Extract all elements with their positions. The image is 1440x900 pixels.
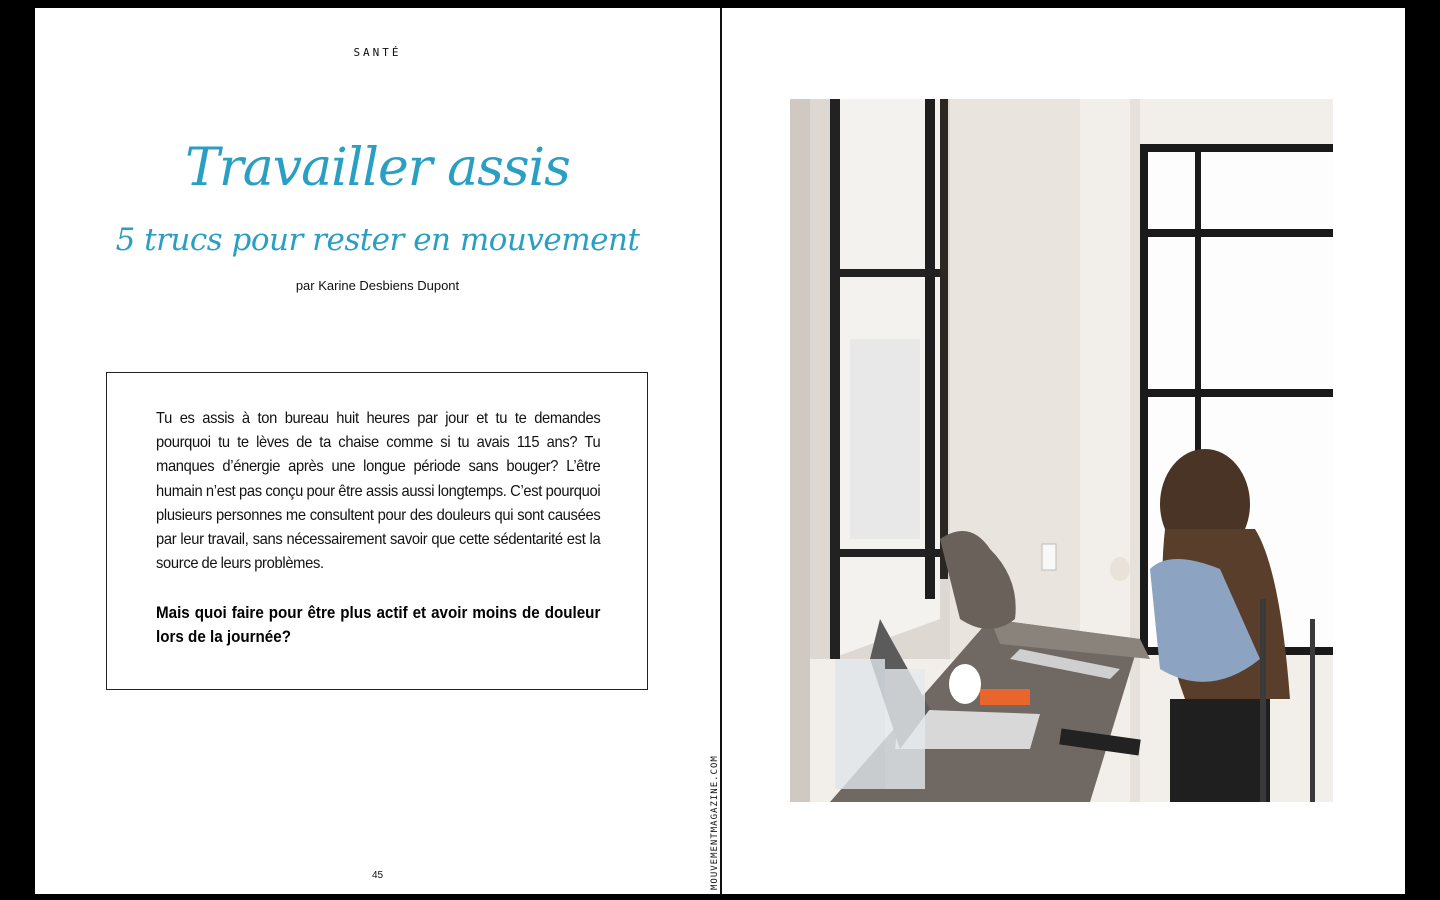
right-page <box>722 8 1405 894</box>
page-number: 45 <box>371 870 384 881</box>
article-title: Travailler assis <box>185 138 570 198</box>
byline: par Karine Desbiens Dupont <box>295 278 460 293</box>
intro-question: Mais quoi faire pour être plus actif et avoir moins de douleur lors de la journée? <box>156 604 601 646</box>
article-photo <box>790 99 1333 802</box>
section-label: SANTÉ <box>353 46 402 59</box>
photo-illustration <box>790 99 1333 802</box>
intro-paragraph: Tu es assis à ton bureau huit heures par jour et tu te demandes pourquoi tu te lèves de ta chaise comme si tu avais 115 ans? Tu manques d’énergie après une longue période sans bouger? L’être humain n’est pas conçu pour être assis aussi longtemps. C’est pourquoi plusieurs personnes me consultent pour des douleurs qui sont causées par leur travail, sans nécessairement savoir que cette sédentarité est la source de leurs problèmes. <box>156 410 601 573</box>
gutter-url: MOUVEMENTMAGAZINE.COM <box>710 755 720 890</box>
left-page <box>35 8 720 894</box>
intro-box <box>106 372 648 690</box>
article-subtitle: 5 trucs pour rester en mouvement <box>115 222 640 258</box>
